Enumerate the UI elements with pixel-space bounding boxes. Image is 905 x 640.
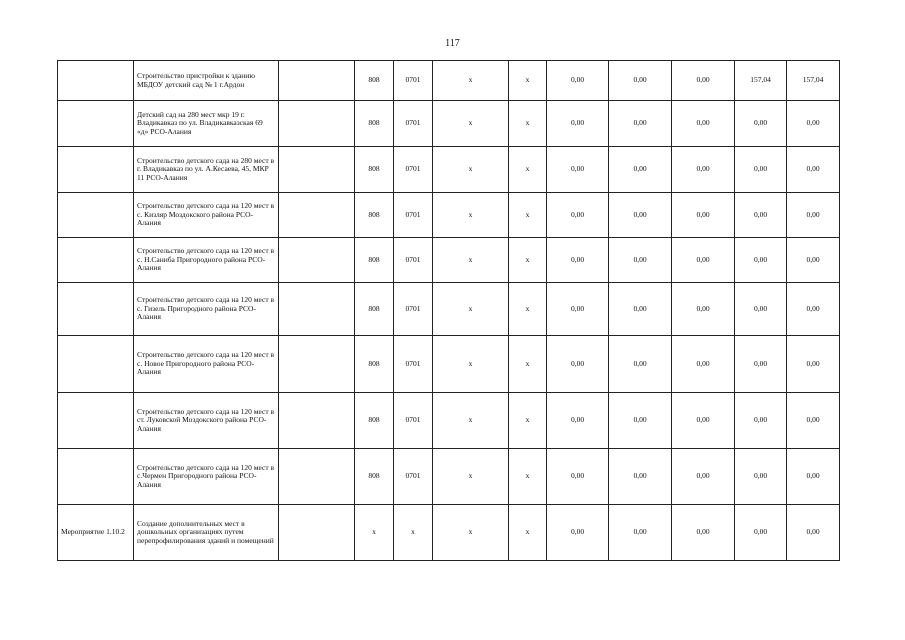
amount-cell: 0,00 [547,101,609,147]
amount-cell: 0,00 [787,393,840,449]
amount-cell: 0,00 [735,238,787,283]
amount-cell: 0,00 [672,336,735,393]
event-cell [58,61,134,101]
amount-cell: 0,00 [672,449,735,505]
amount-cell: 0,00 [735,147,787,193]
table-row [58,147,840,193]
amount-cell: 0,00 [609,283,672,336]
name-cell: Строительство детского сада на 120 мест в с. Гизель Пригородного района РСО-Алания [134,283,279,336]
amount-cell: 0,00 [787,283,840,336]
amount-cell: 0,00 [547,193,609,238]
amount-cell: 0,00 [547,505,609,561]
page-number: 117 [445,38,460,49]
table-body [58,61,840,561]
vr-cell: х [509,147,547,193]
amount-cell: 0,00 [547,393,609,449]
rzpr-cell: 0701 [394,393,433,449]
rzpr-cell: 0701 [394,449,433,505]
csr-cell: х [433,449,509,505]
vr-cell: х [509,336,547,393]
amount-cell: 0,00 [547,336,609,393]
amount-cell: 0,00 [735,193,787,238]
amount-cell: 0,00 [735,336,787,393]
vr-cell: х [509,283,547,336]
amount-cell: 0,00 [787,505,840,561]
grbs-cell: 808 [355,283,394,336]
grbs-cell: 808 [355,393,394,449]
vr-cell: х [509,449,547,505]
amount-cell: 0,00 [672,283,735,336]
csr-cell: х [433,393,509,449]
rzpr-cell: 0701 [394,336,433,393]
rzpr-cell: 0701 [394,283,433,336]
name-cell: Строительство детского сада на 120 мест в с. Н.Саниба Пригородного района РСО-Алания [134,238,279,283]
blank-cell [279,449,355,505]
blank-cell [279,283,355,336]
vr-cell: х [509,238,547,283]
amount-cell: 0,00 [609,336,672,393]
blank-cell [279,505,355,561]
name-cell: Создание дополнительных мест в дошкольных организациях путем перепрофилирования зданий и помещений [134,505,279,561]
blank-cell [279,336,355,393]
grbs-cell: 808 [355,61,394,101]
amount-cell: 0,00 [735,505,787,561]
grbs-cell: 808 [355,449,394,505]
table-row [58,61,840,101]
amount-cell: 0,00 [787,336,840,393]
amount-cell: 0,00 [547,147,609,193]
grbs-cell: х [355,505,394,561]
table-row [58,393,840,449]
rzpr-cell: 0701 [394,193,433,238]
csr-cell: х [433,193,509,238]
amount-cell: 0,00 [609,61,672,101]
amount-cell: 0,00 [547,238,609,283]
rzpr-cell: 0701 [394,61,433,101]
amount-cell: 0,00 [547,61,609,101]
event-cell: Мероприятие 1.10.2 [58,505,134,561]
amount-cell: 0,00 [672,393,735,449]
table-row [58,193,840,238]
vr-cell: х [509,193,547,238]
amount-cell: 0,00 [735,393,787,449]
csr-cell: х [433,336,509,393]
name-cell: Строительство детского сада на 120 мест в с.Чермен Пригородного района РСО-Алания [134,449,279,505]
name-cell: Строительство детского сада на 120 мест в ст. Луковской Моздокского района РСО-Алания [134,393,279,449]
amount-cell: 0,00 [609,238,672,283]
name-cell: Строительство детского сада на 280 мест в г. Владикавказ по ул. А.Кесаева, 45, МКР 11 РСО-Алания [134,147,279,193]
amount-cell: 0,00 [672,193,735,238]
amount-cell: 0,00 [787,147,840,193]
table-row [58,505,840,561]
amount-cell: 0,00 [672,505,735,561]
blank-cell [279,61,355,101]
amount-cell: 0,00 [609,393,672,449]
amount-cell: 0,00 [672,61,735,101]
grbs-cell: 808 [355,336,394,393]
csr-cell: х [433,283,509,336]
csr-cell: х [433,101,509,147]
table-row [58,449,840,505]
amount-cell: 0,00 [735,449,787,505]
amount-cell: 0,00 [547,449,609,505]
event-cell [58,449,134,505]
csr-cell: х [433,147,509,193]
event-cell [58,193,134,238]
grbs-cell: 808 [355,193,394,238]
blank-cell [279,147,355,193]
blank-cell [279,393,355,449]
table-row [58,101,840,147]
amount-cell: 0,00 [672,101,735,147]
vr-cell: х [509,61,547,101]
table-row [58,336,840,393]
amount-cell: 0,00 [672,238,735,283]
amount-cell: 157,04 [735,61,787,101]
vr-cell: х [509,393,547,449]
amount-cell: 0,00 [609,193,672,238]
amount-cell: 0,00 [787,101,840,147]
grbs-cell: 808 [355,147,394,193]
rzpr-cell: 0701 [394,101,433,147]
table-row [58,238,840,283]
event-cell [58,147,134,193]
csr-cell: х [433,505,509,561]
name-cell: Строительство пристройки к зданию МБДОУ детский сад № 1 г.Ардон [134,61,279,101]
event-cell [58,393,134,449]
blank-cell [279,193,355,238]
event-cell [58,101,134,147]
csr-cell: х [433,238,509,283]
event-cell [58,238,134,283]
amount-cell: 0,00 [547,283,609,336]
amount-cell: 157,04 [787,61,840,101]
name-cell: Строительство детского сада на 120 мест в с. Новое Пригородного района РСО-Алания [134,336,279,393]
amount-cell: 0,00 [609,147,672,193]
budget-table [57,60,840,561]
amount-cell: 0,00 [787,449,840,505]
grbs-cell: 808 [355,101,394,147]
blank-cell [279,238,355,283]
amount-cell: 0,00 [787,193,840,238]
amount-cell: 0,00 [672,147,735,193]
event-cell [58,336,134,393]
name-cell: Строительство детского сада на 120 мест в с. Кизляр Моздокского района РСО-Алания [134,193,279,238]
vr-cell: х [509,101,547,147]
vr-cell: х [509,505,547,561]
amount-cell: 0,00 [609,505,672,561]
name-cell: Детский сад на 280 мест мкр 19 г. Владикавказ по ул. Владикавказская 69 «д» РСО-Алания [134,101,279,147]
amount-cell: 0,00 [735,101,787,147]
amount-cell: 0,00 [609,449,672,505]
event-cell [58,283,134,336]
table-row [58,283,840,336]
csr-cell: х [433,61,509,101]
rzpr-cell: 0701 [394,147,433,193]
amount-cell: 0,00 [609,101,672,147]
rzpr-cell: х [394,505,433,561]
amount-cell: 0,00 [787,238,840,283]
rzpr-cell: 0701 [394,238,433,283]
amount-cell: 0,00 [735,283,787,336]
blank-cell [279,101,355,147]
grbs-cell: 808 [355,238,394,283]
